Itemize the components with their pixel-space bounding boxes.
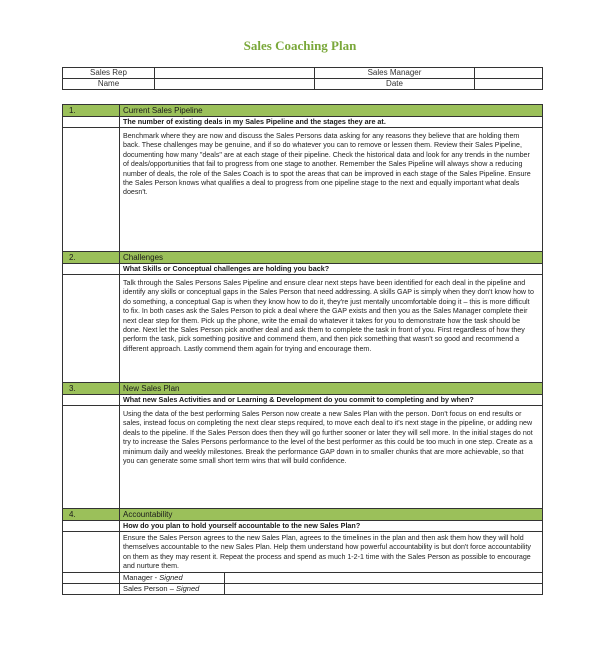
sales-rep-field[interactable] (155, 68, 315, 79)
coaching-plan-table (62, 104, 543, 595)
manager-signature-field[interactable] (225, 572, 543, 583)
manager-signoff-row (63, 572, 543, 583)
sales-rep-label: Sales Rep (63, 68, 155, 79)
section-body[interactable]: Benchmark where they are now and discuss the Sales Persons data asking for any reasons they believe that are holding them back. These challenges may be genuine, and if so do whatever you can to remove or lessen them. Review their Sales Pipeline, documenting how many "deals" are at each stage of their pipeline. Check the historical data and look for any trends in the number of deals/opportunities that fail to progress from one stage to another. Remember the Sales Pipeline will always show a reducing number of deals, the role of the Sales Coach is to spot the areas that can be improved in each stage of the Sales Pipeline. Ensure the Sales Person knows what qualifies a deal to progress from one pipeline stage to the next and equally important what deals doesn't. (120, 128, 543, 252)
section-question: What Skills or Conceptual challenges are holding you back? (120, 264, 543, 275)
salesperson-signature-field[interactable] (225, 583, 543, 594)
section-1-question-row (63, 117, 543, 128)
section-heading: New Sales Plan (120, 383, 543, 395)
section-2-body-row (63, 275, 543, 383)
section-question: What new Sales Activities and or Learning & Development do you commit to completing and by when? (120, 395, 543, 406)
name-field[interactable] (155, 79, 315, 90)
section-2-question-row (63, 264, 543, 275)
section-3-question-row (63, 395, 543, 406)
section-2-header (63, 252, 543, 264)
section-heading: Current Sales Pipeline (120, 105, 543, 117)
header-row-2 (63, 79, 543, 90)
header-table (62, 67, 543, 90)
section-1-header (63, 105, 543, 117)
manager-signed-label: Manager - Signed (120, 572, 225, 583)
section-question: The number of existing deals in my Sales Pipeline and the stages they are at. (120, 117, 543, 128)
section-body[interactable]: Ensure the Sales Person agrees to the new Sales Plan, agrees to the timelines in the plan and then ask them how they will hold themselves accountable to the new Sales Plan. Help them understand how powerful accountability is but don't force accountability on them as they may resent it. Repeat the process and spend as much 1-2-1 time with the Sales Person as possible to encourage and nurture them. (120, 532, 543, 573)
section-heading: Accountability (120, 509, 543, 521)
section-heading: Challenges (120, 252, 543, 264)
section-body[interactable]: Talk through the Sales Persons Sales Pipeline and ensure clear next steps have been identified for each deal in the pipeline and identify any skills or conceptual gaps in the Sales Person that need addressing. A skills GAP is simply when they don't know how to do something, a conceptual Gap is when they know how to do it, they're just mentally uncomfortable doing it – this is more difficult to fix. In both cases ask the Sales Person to pick a deal where the GAP exists and then you as the Sales Manager complete their next clear step for them. Pick up the phone, write the email do whatever it takes for you to demonstrate how the task should be done. Next let the Sales Person pick another deal and ask them to complete the task in front of you. First regardless of how they perform the task, pick something positive and commend them, and then pick something that wasn't so good and recommend a different approach. Lastly commend them again for trying and encourage them. (120, 275, 543, 383)
section-number: 2. (63, 252, 120, 264)
name-label: Name (63, 79, 155, 90)
date-field[interactable] (475, 79, 543, 90)
salesperson-signed-label: Sales Person – Signed (120, 583, 225, 594)
section-number: 4. (63, 509, 120, 521)
section-4-body-row (63, 532, 543, 573)
page-title: Sales Coaching Plan (243, 38, 357, 53)
salesperson-signoff-row (63, 583, 543, 594)
section-number: 1. (63, 105, 120, 117)
sales-manager-field[interactable] (475, 68, 543, 79)
section-3-header (63, 383, 543, 395)
section-4-header (63, 509, 543, 521)
section-number: 3. (63, 383, 120, 395)
section-3-body-row (63, 406, 543, 509)
section-4-question-row (63, 521, 543, 532)
sales-manager-label: Sales Manager (315, 68, 475, 79)
section-question: How do you plan to hold yourself accountable to the new Sales Plan? (120, 521, 543, 532)
section-body[interactable]: Using the data of the best performing Sales Person now create a new Sales Plan with the person. Don't focus on end results or sales, instead focus on completing the next clear steps required, to move each deal to it's next stage in the pipeline, or adding new deals to the pipeline. If the Sales Person does then they will go further sooner or later they will sell more. In the initial stages do not try to increase the Sales Persons performance to the level of the best performer as this could be too much in one step. Create as a minimum daily and weekly milestones. Break the performance GAP down in to smaller chunks that are more achievable, so that you can generate some small short term wins that will build confidence. (120, 406, 543, 509)
header-row-1 (63, 68, 543, 79)
date-label: Date (315, 79, 475, 90)
section-1-body-row (63, 128, 543, 252)
